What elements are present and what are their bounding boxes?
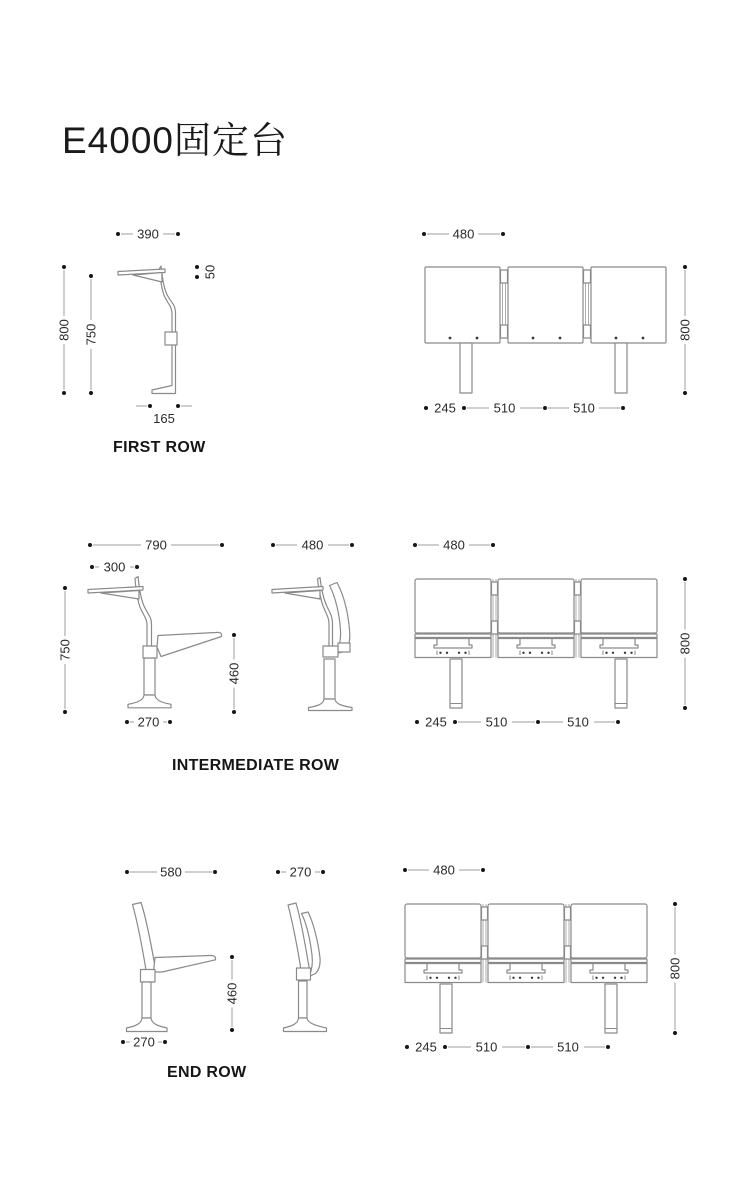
hinge-band bbox=[488, 959, 564, 963]
hinge-band bbox=[581, 634, 657, 638]
dim-int-front-seat-width bbox=[413, 538, 495, 553]
intermediate-row-front-view bbox=[395, 535, 715, 735]
trumpet-foot bbox=[309, 699, 353, 711]
desk-top bbox=[118, 269, 165, 282]
dim-label: 800 bbox=[677, 632, 693, 655]
dim-int-side-base-depth bbox=[125, 715, 172, 730]
first-row-side-view bbox=[40, 225, 270, 425]
dim-end-front-leg-spacing bbox=[405, 1040, 610, 1055]
dim-first-side-desk-height bbox=[84, 274, 99, 395]
panel-connector bbox=[501, 270, 508, 283]
seat-back bbox=[571, 904, 647, 958]
hinge-band bbox=[415, 634, 491, 638]
trumpet-foot bbox=[127, 1018, 168, 1032]
dim-label: 460 bbox=[224, 982, 240, 1005]
dim-end-front-overall-height bbox=[668, 902, 683, 1035]
desk-panel bbox=[508, 267, 583, 343]
intermediate-row-label: INTERMEDIATE ROW bbox=[172, 757, 340, 774]
panel-connector bbox=[584, 270, 591, 283]
trumpet-foot bbox=[284, 1018, 327, 1032]
pedestal bbox=[284, 968, 327, 1032]
hinge-band bbox=[405, 959, 481, 963]
desk-panel bbox=[591, 267, 666, 343]
support-legs bbox=[440, 984, 617, 1033]
end-row-front-view bbox=[385, 860, 705, 1060]
dim-label: 300 bbox=[103, 559, 126, 575]
end-row-side-folded-view bbox=[265, 860, 345, 1045]
seat-units bbox=[415, 579, 657, 658]
dim-first-side-width bbox=[116, 227, 180, 242]
dim-label: 390 bbox=[137, 226, 159, 242]
dim-label: 480 bbox=[452, 226, 475, 242]
first-row-label: FIRST ROW bbox=[113, 439, 206, 456]
backrest bbox=[133, 903, 156, 971]
pivot-bracket bbox=[143, 646, 157, 658]
dim-int-side-desk-depth bbox=[90, 560, 139, 575]
dim-label: 245 bbox=[415, 1039, 437, 1055]
pivot-bracket bbox=[323, 646, 338, 657]
seat-back bbox=[581, 579, 657, 633]
dim-end-side-seat-height bbox=[225, 955, 240, 1032]
dim-int-side-seat-height bbox=[227, 633, 242, 714]
desk-panel bbox=[425, 267, 500, 343]
seat-units bbox=[405, 904, 647, 983]
dim-int-side-desk-height bbox=[58, 586, 73, 714]
folded-seat-tab bbox=[517, 639, 555, 649]
panel-connector bbox=[575, 621, 581, 634]
dim-label: 510 bbox=[557, 1039, 579, 1055]
panel-connector bbox=[482, 907, 488, 920]
dim-label: 800 bbox=[56, 319, 72, 341]
seat-back bbox=[488, 904, 564, 958]
dim-label: 480 bbox=[301, 537, 324, 553]
panel-connector bbox=[492, 621, 498, 634]
dim-label: 510 bbox=[573, 400, 595, 416]
column bbox=[324, 659, 335, 699]
dim-label: 510 bbox=[485, 714, 508, 730]
first-row-front-view bbox=[395, 225, 715, 420]
seat-open bbox=[154, 955, 216, 972]
panel-connector bbox=[565, 946, 571, 959]
folded-seat-tab bbox=[424, 964, 462, 974]
leg bbox=[615, 659, 627, 708]
panel-connector bbox=[482, 946, 488, 959]
dim-label: 50 bbox=[202, 264, 218, 280]
column bbox=[299, 981, 308, 1018]
dim-label: 270 bbox=[289, 864, 312, 880]
desk-top bbox=[88, 587, 143, 600]
folded-seat-tab bbox=[434, 639, 472, 649]
dim-first-front-leg-spacing bbox=[424, 401, 625, 416]
dim-first-side-foot-depth bbox=[136, 404, 192, 426]
hinge-band bbox=[498, 634, 574, 638]
panel-connector bbox=[501, 325, 508, 338]
dim-int-side-overall-depth bbox=[88, 538, 224, 553]
dim-label: 800 bbox=[677, 319, 693, 341]
panel-connector bbox=[492, 582, 498, 595]
dim-end-front-seat-width bbox=[403, 863, 485, 878]
dim-label: 270 bbox=[133, 1034, 155, 1050]
panel-connector bbox=[584, 325, 591, 338]
dim-first-front-overall-height bbox=[678, 265, 693, 395]
folded-seat-tab bbox=[590, 964, 628, 974]
pedestal bbox=[127, 970, 168, 1032]
page-title: E4000固定台 bbox=[62, 120, 288, 161]
dim-label: 800 bbox=[667, 957, 683, 980]
panel-connector bbox=[565, 907, 571, 920]
desk-panels bbox=[425, 267, 666, 343]
dim-label: 480 bbox=[433, 862, 455, 878]
dim-end-side-overall-depth bbox=[125, 865, 217, 880]
desk-support-post bbox=[152, 266, 177, 394]
dim-first-front-seat-width bbox=[422, 227, 505, 242]
leg bbox=[450, 659, 462, 708]
dim-label: 510 bbox=[475, 1039, 498, 1055]
leg bbox=[460, 343, 472, 393]
dim-label: 790 bbox=[145, 537, 167, 553]
dim-label: 245 bbox=[434, 400, 456, 416]
support-legs bbox=[450, 659, 627, 708]
dim-label: 270 bbox=[137, 714, 160, 730]
column bbox=[144, 658, 155, 695]
dim-label: 580 bbox=[160, 864, 182, 880]
panel-connector bbox=[575, 582, 581, 595]
dim-int-front-overall-height bbox=[678, 577, 693, 710]
seat-back bbox=[405, 904, 481, 958]
end-row-side-view bbox=[105, 860, 250, 1055]
seat-back bbox=[498, 579, 574, 633]
dim-label: 510 bbox=[567, 714, 589, 730]
seat-open bbox=[157, 632, 222, 656]
dim-first-side-desk-thickness bbox=[195, 265, 218, 279]
dim-int-front-leg-spacing bbox=[415, 715, 620, 730]
dim-label: 480 bbox=[443, 537, 465, 553]
dim-label: 165 bbox=[153, 411, 175, 426]
support-legs bbox=[460, 343, 627, 393]
dim-label: 750 bbox=[83, 323, 99, 346]
dim-end-side-base-depth bbox=[121, 1035, 167, 1050]
desk-top bbox=[272, 587, 323, 600]
dim-label: 245 bbox=[425, 714, 447, 730]
dim-label: 750 bbox=[57, 639, 73, 661]
dim-first-side-overall-height bbox=[57, 265, 72, 395]
folded-seat-tab bbox=[600, 639, 638, 649]
dim-int-folded-overall-depth bbox=[271, 538, 354, 553]
pivot-bracket bbox=[141, 970, 156, 983]
mount-bracket bbox=[165, 332, 177, 345]
seat-back bbox=[415, 579, 491, 633]
dim-end-folded-overall-depth bbox=[276, 865, 325, 880]
column bbox=[142, 982, 151, 1018]
leg bbox=[605, 984, 617, 1033]
end-row-label: END ROW bbox=[167, 1064, 247, 1081]
intermediate-row-side-folded-view bbox=[260, 535, 370, 720]
hinge-band bbox=[571, 959, 647, 963]
pivot-bracket bbox=[297, 968, 311, 980]
trumpet-foot bbox=[128, 695, 171, 708]
dim-label: 460 bbox=[226, 662, 242, 685]
leg bbox=[440, 984, 452, 1033]
folded-seat-tab bbox=[507, 964, 545, 974]
dim-label: 510 bbox=[493, 400, 516, 416]
seat-pivot bbox=[338, 643, 350, 652]
leg bbox=[615, 343, 627, 393]
intermediate-row-side-view bbox=[55, 535, 245, 730]
